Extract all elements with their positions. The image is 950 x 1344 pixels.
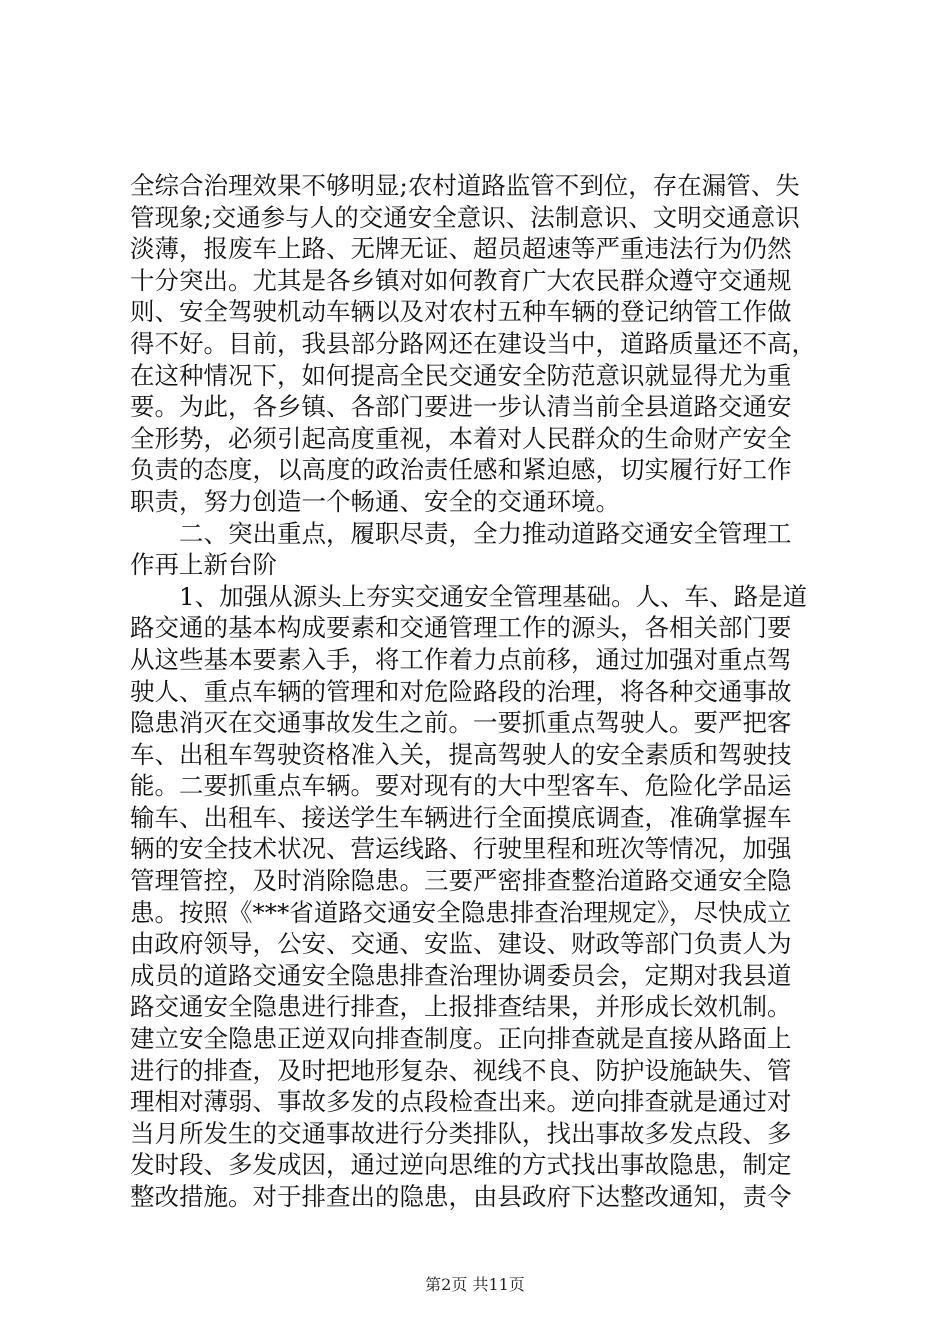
text-line: 当月所发生的交通事故进行分类排队，找出事故多发点段、多 xyxy=(130,1118,792,1148)
text-line: 隐患消灭在交通事故发生之前。一要抓重点驾驶人。要严把客 xyxy=(130,708,792,738)
document-body xyxy=(130,170,830,1213)
text-line: 十分突出。尤其是各乡镇对如何教育广大农民群众遵守交通规 xyxy=(130,265,792,295)
text-line: 车、出租车驾驶资格准入关，提高驾驶人的安全素质和驾驶技 xyxy=(130,739,792,769)
text-line: 整改措施。对于排查出的隐患，由县政府下达整改通知，责令 xyxy=(130,1182,792,1211)
text-line: 全形势，必须引起高度重视，本着对人民群众的生命财产安全 xyxy=(130,423,792,453)
section-heading-line: 二、突出重点，履职尽责，全力推动道路交通安全管理工 xyxy=(130,518,792,548)
text-line: 1、加强从源头上夯实交通安全管理基础。人、车、路是道 xyxy=(130,581,808,611)
text-line: 淡薄，报废车上路、无牌无证、超员超速等严重违法行为仍然 xyxy=(130,234,792,264)
text-line: 则、安全驾驶机动车辆以及对农村五种车辆的登记纳管工作做 xyxy=(130,297,792,327)
text-line: 路交通安全隐患进行排查，上报排查结果，并形成长效机制。 xyxy=(130,992,792,1022)
text-line: 全综合治理效果不够明显;农村道路监管不到位，存在漏管、失 xyxy=(130,171,800,200)
text-line: 辆的安全技术状况、营运线路、行驶里程和班次等情况，加强 xyxy=(130,834,792,864)
text-line: 发时段、多发成因，通过逆向思维的方式找出事故隐患，制定 xyxy=(130,1150,792,1180)
text-line: 职责，努力创造一个畅通、安全的交通环境。 xyxy=(130,486,620,516)
text-line: 驶人、重点车辆的管理和对危险路段的治理，将各种交通事故 xyxy=(130,676,792,706)
text-line: 理相对薄弱、事故多发的点段检查出来。逆向排查就是通过对 xyxy=(130,1087,792,1117)
text-line: 由政府领导，公安、交通、安监、建设、财政等部门负责人为 xyxy=(130,929,792,959)
text-line: 负责的态度，以高度的政治责任感和紧迫感，切实履行好工作 xyxy=(130,455,792,485)
text-line: 成员的道路交通安全隐患排查治理协调委员会，定期对我县道 xyxy=(130,960,792,990)
text-line: 患。按照《***省道路交通安全隐患排查治理规定》，尽快成立 xyxy=(130,897,792,927)
text-line: 在这种情况下，如何提高全民交通安全防范意识就显得尤为重 xyxy=(130,360,792,390)
text-line: 从这些基本要素入手，将工作着力点前移，通过加强对重点驾 xyxy=(130,644,792,674)
section-heading-line: 作再上新台阶 xyxy=(130,550,277,580)
text-line: 得不好。目前，我县部分路网还在建设当中，道路质量还不高， xyxy=(130,328,816,358)
text-line: 管现象;交通参与人的交通安全意识、法制意识、文明交通意识 xyxy=(130,202,800,232)
text-line: 进行的排查，及时把地形复杂、视线不良、防护设施缺失、管 xyxy=(130,1055,792,1085)
text-line: 能。二要抓重点车辆。要对现有的大中型客车、危险化学品运 xyxy=(130,771,792,801)
text-line: 路交通的基本构成要素和交通管理工作的源头，各相关部门要 xyxy=(130,613,792,643)
text-line: 输车、出租车、接送学生车辆进行全面摸底调查，准确掌握车 xyxy=(130,802,792,832)
text-line: 要。为此，各乡镇、各部门要进一步认清当前全县道路交通安 xyxy=(130,392,792,422)
page-number-footer: 第2页 共11页 xyxy=(425,1275,525,1294)
text-line: 建立安全隐患正逆双向排查制度。正向排查就是直接从路面上 xyxy=(130,1024,792,1054)
text-line: 管理管控，及时消除隐患。三要严密排查整治道路交通安全隐 xyxy=(130,866,792,896)
